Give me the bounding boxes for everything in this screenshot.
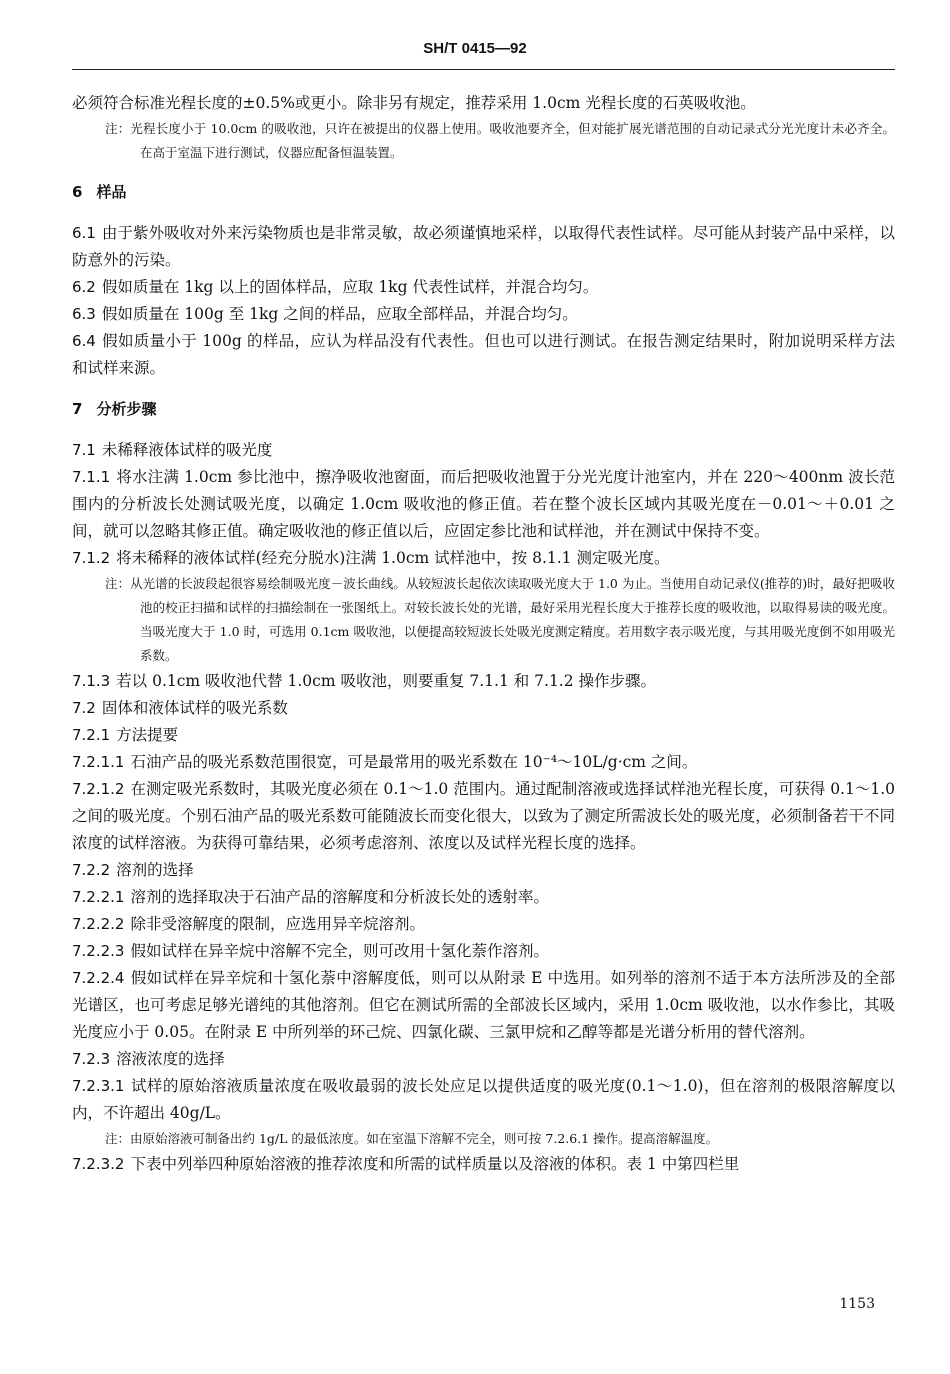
clause-paragraph bbox=[72, 857, 895, 884]
clause-text: 方法提要 bbox=[116, 726, 179, 744]
clause-paragraph bbox=[72, 274, 895, 301]
note-paragraph bbox=[105, 1127, 895, 1151]
clause-text: 假如质量小于 100g 的样品，应认为样品没有代表性。但也可以进行测试。在报告测定结果时，附加说明采样方法和试样来源。 bbox=[72, 332, 895, 377]
clause-text: 若以 0.1cm 吸收池代替 1.0cm 吸收池，则要重复 7.1.1 和 7.1.2 操作步骤。 bbox=[116, 672, 657, 690]
clause-paragraph bbox=[72, 220, 895, 274]
clause-number: 6 bbox=[72, 183, 83, 201]
clause-number: 6.3 bbox=[72, 305, 96, 323]
clause-paragraph bbox=[72, 545, 895, 572]
standard-code-header: SH/T 0415—92 bbox=[423, 40, 527, 57]
clause-text: 溶剂的选择取决于石油产品的溶解度和分析波长处的透射率。 bbox=[130, 888, 549, 906]
clause-text: 注：光程长度小于 10.0cm 的吸收池，只许在被提出的仪器上使用。吸收池要齐全，但对能扩展光谱范围的自动记录式分光光度计未必齐全。在高于室温下进行测试，仪器应配备恒温装置。 bbox=[105, 121, 895, 160]
clause-text: 将未稀释的液体试样(经充分脱水)注满 1.0cm 试样池中，按 8.1.1 测定吸光度。 bbox=[116, 549, 670, 567]
clause-number: 7.2.3 bbox=[72, 1050, 111, 1068]
clause-text: 未稀释液体试样的吸光度 bbox=[101, 441, 273, 459]
clause-paragraph bbox=[72, 938, 895, 965]
clause-number: 7.2.1 bbox=[72, 726, 111, 744]
document-body bbox=[72, 90, 895, 1178]
clause-number: 6.1 bbox=[72, 224, 96, 242]
clause-text: 假如质量在 100g 至 1kg 之间的样品，应取全部样品，并混合均匀。 bbox=[101, 305, 578, 323]
clause-text: 注：从光谱的长波段起很容易绘制吸光度－波长曲线。从较短波长起依次读取吸光度大于 1.0 为止。当使用自动记录仪(推荐的)时，最好把吸收池的校正扫描和试样的扫描绘制在一张图纸上。对较长波长处的光谱，最好采用光程长度大于推荐长度的吸收池，以取得易读的吸光度。当吸光度大于 1.0 时，可选用 0.1cm 吸收池，以便提高较短波长处吸光度测定精度。若用数字表示吸光度，与其用吸光度倒不如用吸光系数。 bbox=[105, 576, 895, 663]
clause-paragraph bbox=[72, 1151, 895, 1178]
clause-text: 石油产品的吸光系数范围很宽，可是最常用的吸光系数在 10⁻⁴～10L/g·cm 之间。 bbox=[130, 753, 698, 771]
clause-text: 试样的原始溶液质量浓度在吸收最弱的波长处应足以提供适度的吸光度(0.1～1.0)，但在溶剂的极限溶解度以内，不许超出 40g/L。 bbox=[72, 1077, 895, 1122]
clause-paragraph bbox=[72, 1073, 895, 1127]
clause-text: 溶液浓度的选择 bbox=[116, 1050, 225, 1068]
clause-number: 7.1 bbox=[72, 441, 96, 459]
clause-paragraph bbox=[72, 464, 895, 545]
clause-text: 固体和液体试样的吸光系数 bbox=[101, 699, 288, 717]
clause-paragraph bbox=[72, 884, 895, 911]
clause-paragraph bbox=[72, 437, 895, 464]
clause-number: 7.2 bbox=[72, 699, 96, 717]
clause-paragraph bbox=[72, 722, 895, 749]
clause-number: 7.2.2.1 bbox=[72, 888, 125, 906]
clause-number: 6.2 bbox=[72, 278, 96, 296]
clause-number: 7.2.2.4 bbox=[72, 969, 125, 987]
clause-text: 假如质量在 1kg 以上的固体样品，应取 1kg 代表性试样，并混合均匀。 bbox=[101, 278, 599, 296]
clause-text: 必须符合标准光程长度的±0.5%或更小。除非另有规定，推荐采用 1.0cm 光程长度的石英吸收池。 bbox=[72, 94, 756, 112]
note-paragraph bbox=[105, 117, 895, 165]
clause-paragraph bbox=[72, 776, 895, 857]
clause-paragraph bbox=[72, 668, 895, 695]
clause-text: 假如试样在异辛烷中溶解不完全，则可改用十氢化萘作溶剂。 bbox=[130, 942, 549, 960]
clause-number: 7.2.3.2 bbox=[72, 1155, 125, 1173]
clause-text: 样品 bbox=[96, 183, 127, 201]
clause-text: 假如试样在异辛烷和十氢化萘中溶解度低，则可以从附录 E 中选用。如列举的溶剂不适于本方法所涉及的全部光谱区，也可考虑足够光谱纯的其他溶剂。但它在测试所需的全部波长区域内，采用 1.0cm 吸收池，以水作参比，其吸光度应小于 0.05。在附录 E 中所列举的环己烷、四氯化碳、三氯甲烷和乙醇等都是光谱分析用的替代溶剂。 bbox=[72, 969, 895, 1041]
clause-text: 溶剂的选择 bbox=[116, 861, 194, 879]
clause-text: 分析步骤 bbox=[96, 400, 157, 418]
section-heading bbox=[72, 179, 895, 206]
clause-number: 7.2.1.2 bbox=[72, 780, 125, 798]
clause-number: 7.2.1.1 bbox=[72, 753, 125, 771]
clause-text: 将水注满 1.0cm 参比池中，擦净吸收池窗面，而后把吸收池置于分光光度计池室内，并在 220～400nm 波长范围内的分析波长处测试吸光度，以确定 1.0cm 吸收池的修正值。若在整个波长区域内其吸光度在－0.01～＋0.01 之间，就可以忽略其修正值。确定吸收池的修正值以后，应固定参比池和试样池，并在测试中保持不变。 bbox=[72, 468, 895, 540]
clause-text: 在测定吸光系数时，其吸光度必须在 0.1～1.0 范围内。通过配制溶液或选择试样池光程长度，可获得 0.1～1.0 之间的吸光度。个别石油产品的吸光系数可能随波长而变化很大，以致为了测定所需波长处的吸光度，必须制备若干不同浓度的试样溶液。为获得可靠结果，必须考虑溶剂、浓度以及试样光程长度的选择。 bbox=[72, 780, 895, 852]
clause-text: 由于紫外吸收对外来污染物质也是非常灵敏，故必须谨慎地采样，以取得代表性试样。尽可能从封装产品中采样，以防意外的污染。 bbox=[72, 224, 895, 269]
clause-text: 注：由原始溶液可制备出约 1g/L 的最低浓度。如在室温下溶解不完全，则可按 7.2.6.1 操作。提高溶解温度。 bbox=[105, 1131, 719, 1146]
clause-number: 6.4 bbox=[72, 332, 96, 350]
clause-text: 除非受溶解度的限制，应选用异辛烷溶剂。 bbox=[130, 915, 425, 933]
clause-number: 7.2.2.3 bbox=[72, 942, 125, 960]
clause-number: 7.2.2 bbox=[72, 861, 111, 879]
clause-number: 7.1.3 bbox=[72, 672, 111, 690]
clause-paragraph bbox=[72, 965, 895, 1046]
section-heading bbox=[72, 396, 895, 423]
clause-number: 7.1.2 bbox=[72, 549, 111, 567]
clause-number: 7 bbox=[72, 400, 83, 418]
clause-paragraph bbox=[72, 911, 895, 938]
clause-paragraph bbox=[72, 328, 895, 382]
clause-paragraph bbox=[72, 749, 895, 776]
clause-number: 7.1.1 bbox=[72, 468, 111, 486]
clause-text: 下表中列举四种原始溶液的推荐浓度和所需的试样质量以及溶液的体积。表 1 中第四栏里 bbox=[130, 1155, 740, 1173]
header-rule bbox=[72, 69, 895, 70]
clause-paragraph bbox=[72, 301, 895, 328]
clause-number: 7.2.2.2 bbox=[72, 915, 125, 933]
clause-paragraph bbox=[72, 695, 895, 722]
note-paragraph bbox=[105, 572, 895, 668]
clause-number: 7.2.3.1 bbox=[72, 1077, 125, 1095]
clause-paragraph bbox=[72, 90, 895, 117]
clause-paragraph bbox=[72, 1046, 895, 1073]
page-number: 1153 bbox=[839, 1296, 875, 1312]
